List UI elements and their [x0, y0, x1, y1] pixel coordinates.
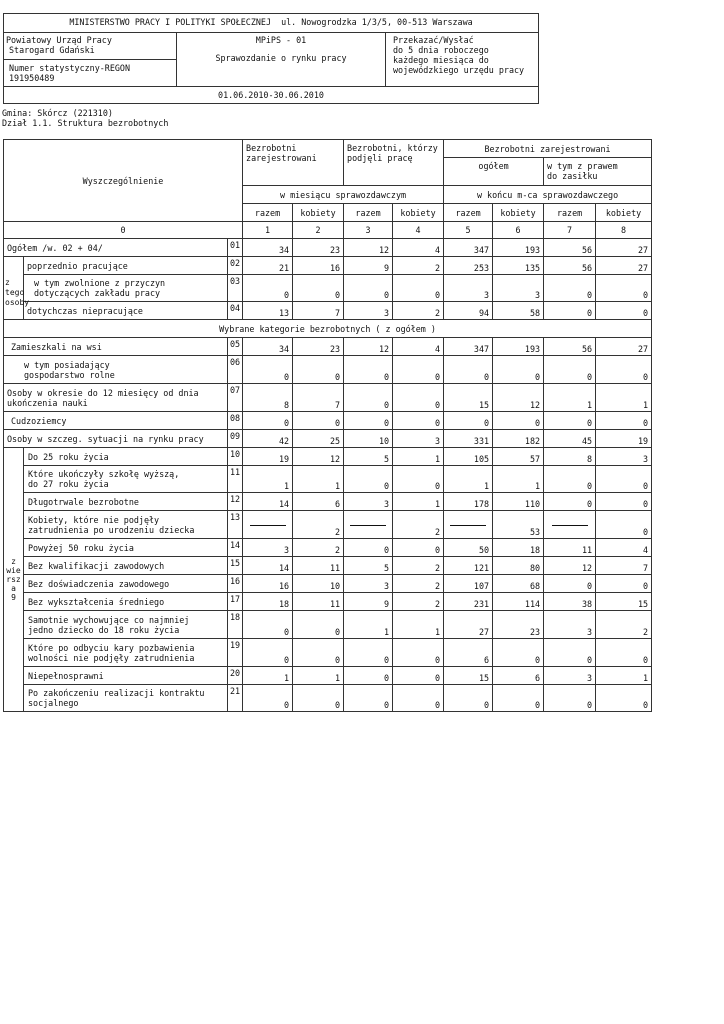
value-cell: 11: [293, 557, 344, 575]
value-cell: 231: [444, 593, 493, 611]
value-cell: 0: [344, 275, 393, 302]
value-cell: 5: [344, 557, 393, 575]
value-cell: 0: [493, 639, 544, 667]
table-row: [4, 685, 652, 712]
value-cell: 1: [243, 667, 293, 685]
value-cell: 0: [344, 667, 393, 685]
value-cell: 0: [596, 575, 652, 593]
value-cell: 2: [393, 593, 444, 611]
value-cell: 3: [544, 667, 596, 685]
section-title: Dział 1.1. Struktura bezrobotnych: [2, 118, 169, 128]
row-number: 07: [228, 384, 243, 412]
value-cell: 0: [544, 639, 596, 667]
subheader-kobiety: kobiety: [596, 204, 652, 222]
table-row: [4, 320, 652, 338]
table-row: [4, 430, 652, 448]
value-cell: 12: [493, 384, 544, 412]
value-cell: 0: [596, 275, 652, 302]
row-label: poprzednio pracujące: [24, 257, 228, 275]
value-cell: 0: [393, 685, 444, 712]
value-cell: 10: [293, 575, 344, 593]
value-cell: 193: [493, 338, 544, 356]
value-cell: 114: [493, 593, 544, 611]
empty-dash-cell: [344, 511, 393, 539]
value-cell: 0: [344, 466, 393, 493]
row-label: Samotnie wychowujące co najmniej jedno dziecko do 18 roku życia: [24, 611, 228, 639]
value-cell: 0: [493, 412, 544, 430]
row-label: Po zakończeniu realizacji kontraktu socjalnego: [24, 685, 228, 712]
row-label: Osoby w okresie do 12 miesięcy od dnia ukończenia nauki: [4, 384, 228, 412]
value-cell: 1: [596, 667, 652, 685]
subheader-kobiety: kobiety: [493, 204, 544, 222]
subheader-razem: razem: [243, 204, 293, 222]
send-instruction-2: do 5 dnia roboczego: [393, 45, 489, 55]
value-cell: 56: [544, 338, 596, 356]
table-row: [4, 493, 652, 511]
value-cell: 3: [544, 611, 596, 639]
dash-line: [450, 525, 486, 526]
value-cell: 53: [493, 511, 544, 539]
table-row: [4, 384, 652, 412]
row-label: Które ukończyły szkołę wyższą, do 27 roku życia: [24, 466, 228, 493]
row-label: Które po odbyciu kary pozbawienia wolności nie podjęły zatrudnienia: [24, 639, 228, 667]
column-number: 5: [444, 222, 493, 239]
value-cell: 6: [493, 667, 544, 685]
value-cell: 1: [444, 466, 493, 493]
value-cell: 0: [493, 356, 544, 384]
value-cell: 6: [444, 639, 493, 667]
table-row: [4, 557, 652, 575]
row-number: 20: [228, 667, 243, 685]
value-cell: 0: [344, 356, 393, 384]
table-row: [4, 611, 652, 639]
value-cell: 0: [444, 356, 493, 384]
value-cell: 0: [596, 302, 652, 320]
value-cell: 0: [544, 685, 596, 712]
value-cell: 12: [344, 239, 393, 257]
header-w-miesiacu: w miesiącu sprawozdawczym: [243, 186, 444, 204]
send-instruction-4: wojewódzkiego urzędu pracy: [393, 65, 525, 75]
value-cell: 0: [544, 575, 596, 593]
table-row: [4, 275, 652, 302]
header-zarejestrowani: Bezrobotni zarejestrowani: [243, 140, 344, 186]
value-cell: 193: [493, 239, 544, 257]
value-cell: 182: [493, 430, 544, 448]
empty-dash-cell: [544, 511, 596, 539]
row-label: Osoby w szczeg. sytuacji na rynku pracy: [4, 430, 228, 448]
value-cell: 8: [243, 384, 293, 412]
subheader-razem: razem: [444, 204, 493, 222]
value-cell: 105: [444, 448, 493, 466]
value-cell: 1: [393, 493, 444, 511]
value-cell: 2: [393, 302, 444, 320]
value-cell: 38: [544, 593, 596, 611]
table-row: [4, 667, 652, 685]
regon-number: 191950489: [9, 73, 55, 83]
value-cell: 0: [544, 493, 596, 511]
value-cell: 1: [544, 384, 596, 412]
row-number: 04: [228, 302, 243, 320]
column-number: 3: [344, 222, 393, 239]
value-cell: 12: [344, 338, 393, 356]
value-cell: 18: [493, 539, 544, 557]
value-cell: 1: [293, 466, 344, 493]
value-cell: 0: [344, 384, 393, 412]
row-number: 12: [228, 493, 243, 511]
value-cell: 7: [596, 557, 652, 575]
row-label: Ogółem /w. 02 + 04/: [4, 239, 228, 257]
value-cell: 0: [393, 466, 444, 493]
table-row: [4, 356, 652, 384]
value-cell: 3: [243, 539, 293, 557]
value-cell: 0: [596, 466, 652, 493]
value-cell: 0: [544, 302, 596, 320]
value-cell: 19: [243, 448, 293, 466]
value-cell: 25: [293, 430, 344, 448]
row-number: 18: [228, 611, 243, 639]
row-label: Bez doświadczenia zawodowego: [24, 575, 228, 593]
value-cell: 2: [293, 539, 344, 557]
value-cell: 0: [596, 493, 652, 511]
value-cell: 0: [243, 275, 293, 302]
value-cell: 0: [393, 412, 444, 430]
value-cell: 121: [444, 557, 493, 575]
value-cell: 0: [444, 685, 493, 712]
value-cell: 0: [444, 412, 493, 430]
office-city: Starogard Gdański: [9, 45, 95, 55]
value-cell: 27: [596, 257, 652, 275]
table-row: [4, 239, 652, 257]
column-number: 2: [293, 222, 344, 239]
z-wiersza-9-label: z wie rsz a 9: [4, 448, 24, 712]
value-cell: 0: [243, 611, 293, 639]
value-cell: 0: [293, 611, 344, 639]
header-ogolem: ogółem: [444, 158, 544, 186]
value-cell: 9: [344, 257, 393, 275]
value-cell: 57: [493, 448, 544, 466]
value-cell: 178: [444, 493, 493, 511]
table-row: [4, 140, 652, 158]
value-cell: 2: [293, 511, 344, 539]
value-cell: 0: [393, 356, 444, 384]
value-cell: 80: [493, 557, 544, 575]
table-row: [4, 593, 652, 611]
dash-line: [250, 525, 286, 526]
value-cell: 56: [544, 257, 596, 275]
value-cell: 4: [596, 539, 652, 557]
column-number: 7: [544, 222, 596, 239]
row-label: Bez wykształcenia średniego: [24, 593, 228, 611]
value-cell: 3: [596, 448, 652, 466]
value-cell: 0: [243, 639, 293, 667]
regon-label: Numer statystyczny-REGON: [9, 63, 131, 73]
value-cell: 4: [393, 338, 444, 356]
form-code: MPiPS - 01: [255, 35, 307, 45]
row-label: dotychczas niepracujące: [24, 302, 228, 320]
row-number: 02: [228, 257, 243, 275]
form-title: Sprawozdanie o rynku pracy: [215, 53, 347, 63]
subheader-razem: razem: [544, 204, 596, 222]
value-cell: 34: [243, 338, 293, 356]
report-period: 01.06.2010-30.06.2010: [218, 90, 324, 100]
row-number: 03: [228, 275, 243, 302]
value-cell: 135: [493, 257, 544, 275]
value-cell: 1: [344, 611, 393, 639]
row-number: 19: [228, 639, 243, 667]
value-cell: 10: [344, 430, 393, 448]
value-cell: 27: [596, 239, 652, 257]
value-cell: 0: [344, 685, 393, 712]
value-cell: 0: [544, 356, 596, 384]
row-number: 01: [228, 239, 243, 257]
send-instruction-1: Przekazać/Wysłać: [393, 35, 474, 45]
value-cell: 0: [393, 539, 444, 557]
empty-dash-cell: [243, 511, 293, 539]
header-podjeli-prace: Bezrobotni, którzy podjęli pracę: [344, 140, 444, 186]
row-number: 21: [228, 685, 243, 712]
row-label: w tym posiadający gospodarstwo rolne: [4, 356, 228, 384]
value-cell: 23: [293, 239, 344, 257]
value-cell: 9: [344, 593, 393, 611]
column-number: 1: [243, 222, 293, 239]
value-cell: 16: [243, 575, 293, 593]
row-label: Zamieszkali na wsi: [4, 338, 228, 356]
column-number: 6: [493, 222, 544, 239]
value-cell: 0: [393, 639, 444, 667]
row-number: 11: [228, 466, 243, 493]
value-cell: 11: [293, 593, 344, 611]
row-label: Bez kwalifikacji zawodowych: [24, 557, 228, 575]
header-zarejestrowani-koniec: Bezrobotni zarejestrowani: [444, 140, 652, 158]
table-row: [4, 539, 652, 557]
row-label: Kobiety, które nie podjęły zatrudnienia po urodzeniu dziecka: [24, 511, 228, 539]
row-number: 17: [228, 593, 243, 611]
value-cell: 58: [493, 302, 544, 320]
value-cell: 3: [393, 430, 444, 448]
value-cell: 1: [493, 466, 544, 493]
value-cell: 2: [596, 611, 652, 639]
column-number: 0: [4, 222, 243, 239]
value-cell: 347: [444, 239, 493, 257]
value-cell: 68: [493, 575, 544, 593]
value-cell: 3: [344, 493, 393, 511]
value-cell: 0: [243, 685, 293, 712]
form-header: [3, 13, 539, 104]
row-label: Cudzoziemcy: [4, 412, 228, 430]
column-number: 8: [596, 222, 652, 239]
section-heading: Wybrane kategorie bezrobotnych ( z ogółem ): [4, 320, 652, 338]
value-cell: 56: [544, 239, 596, 257]
value-cell: 110: [493, 493, 544, 511]
table-row: [4, 511, 652, 539]
value-cell: 0: [344, 539, 393, 557]
value-cell: 331: [444, 430, 493, 448]
value-cell: 0: [393, 667, 444, 685]
row-number: 09: [228, 430, 243, 448]
row-number: 08: [228, 412, 243, 430]
value-cell: 0: [493, 685, 544, 712]
table-row: [4, 302, 652, 320]
table-row: [4, 412, 652, 430]
subheader-razem: razem: [344, 204, 393, 222]
value-cell: 23: [293, 338, 344, 356]
value-cell: 42: [243, 430, 293, 448]
value-cell: 0: [596, 685, 652, 712]
value-cell: 18: [243, 593, 293, 611]
send-instruction-3: każdego miesiąca do: [393, 55, 489, 65]
table-row: [4, 575, 652, 593]
row-label: Powyżej 50 roku życia: [24, 539, 228, 557]
row-label: Długotrwale bezrobotne: [24, 493, 228, 511]
row-number: 15: [228, 557, 243, 575]
value-cell: 14: [243, 557, 293, 575]
empty-dash-cell: [444, 511, 493, 539]
value-cell: 5: [344, 448, 393, 466]
table-row: [4, 448, 652, 466]
value-cell: 2: [393, 511, 444, 539]
value-cell: 7: [293, 302, 344, 320]
gmina-info: [2, 108, 168, 128]
value-cell: 0: [596, 511, 652, 539]
value-cell: 12: [293, 448, 344, 466]
value-cell: 8: [544, 448, 596, 466]
subheader-kobiety: kobiety: [293, 204, 344, 222]
value-cell: 1: [393, 448, 444, 466]
z-tego-osoby-label: z tego osoby: [4, 257, 24, 320]
table-row: [4, 257, 652, 275]
value-cell: 0: [293, 685, 344, 712]
value-cell: 3: [493, 275, 544, 302]
value-cell: 16: [293, 257, 344, 275]
value-cell: 14: [243, 493, 293, 511]
value-cell: 0: [393, 275, 444, 302]
subheader-kobiety: kobiety: [393, 204, 444, 222]
value-cell: 50: [444, 539, 493, 557]
value-cell: 0: [293, 356, 344, 384]
value-cell: 1: [596, 384, 652, 412]
value-cell: 6: [293, 493, 344, 511]
value-cell: 13: [243, 302, 293, 320]
value-cell: 15: [444, 667, 493, 685]
value-cell: 0: [243, 356, 293, 384]
value-cell: 0: [544, 466, 596, 493]
value-cell: 1: [293, 667, 344, 685]
value-cell: 3: [344, 302, 393, 320]
value-cell: 253: [444, 257, 493, 275]
dash-line: [552, 525, 588, 526]
row-label: w tym zwolnione z przyczyn dotyczących zakładu pracy: [24, 275, 228, 302]
office-name: Powiatowy Urząd Pracy: [6, 35, 112, 45]
header-prawo-do-zasilku: w tym z prawem do zasiłku: [544, 158, 652, 186]
value-cell: 11: [544, 539, 596, 557]
value-cell: 15: [444, 384, 493, 412]
value-cell: 4: [393, 239, 444, 257]
row-number: 05: [228, 338, 243, 356]
row-number: 10: [228, 448, 243, 466]
value-cell: 21: [243, 257, 293, 275]
gmina-name: Gmina: Skórcz (221310): [2, 108, 113, 118]
value-cell: 94: [444, 302, 493, 320]
value-cell: 0: [596, 639, 652, 667]
header-koniec-miesiaca: w końcu m-ca sprawozdawczego: [444, 186, 652, 204]
ministry-title: MINISTERSTWO PRACY I POLITYKI SPOŁECZNEJ ul. Nowogrodzka 1/3/5, 00-513 Warszawa: [69, 17, 473, 27]
value-cell: 2: [393, 575, 444, 593]
row-number: 13: [228, 511, 243, 539]
value-cell: 0: [544, 275, 596, 302]
table-row: [4, 338, 652, 356]
header-wyszczegolnienie: Wyszczególnienie: [4, 140, 243, 222]
value-cell: 3: [444, 275, 493, 302]
value-cell: 23: [493, 611, 544, 639]
value-cell: 15: [596, 593, 652, 611]
value-cell: 27: [596, 338, 652, 356]
value-cell: 19: [596, 430, 652, 448]
value-cell: 27: [444, 611, 493, 639]
column-number: 4: [393, 222, 444, 239]
value-cell: 0: [293, 275, 344, 302]
value-cell: 1: [393, 611, 444, 639]
row-number: 14: [228, 539, 243, 557]
value-cell: 0: [293, 412, 344, 430]
value-cell: 0: [243, 412, 293, 430]
value-cell: 0: [293, 639, 344, 667]
dash-line: [350, 525, 386, 526]
value-cell: 107: [444, 575, 493, 593]
value-cell: 0: [596, 412, 652, 430]
table-row: [4, 222, 652, 239]
value-cell: 0: [393, 384, 444, 412]
table-row: [4, 466, 652, 493]
value-cell: 34: [243, 239, 293, 257]
value-cell: 7: [293, 384, 344, 412]
value-cell: 3: [344, 575, 393, 593]
value-cell: 2: [393, 257, 444, 275]
row-label: Niepełnosprawni: [24, 667, 228, 685]
value-cell: 347: [444, 338, 493, 356]
unemployment-structure-table: [3, 139, 652, 712]
table-row: [4, 639, 652, 667]
value-cell: 12: [544, 557, 596, 575]
value-cell: 0: [544, 412, 596, 430]
value-cell: 0: [596, 356, 652, 384]
row-number: 16: [228, 575, 243, 593]
value-cell: 0: [344, 412, 393, 430]
value-cell: 45: [544, 430, 596, 448]
row-label: Do 25 roku życia: [24, 448, 228, 466]
value-cell: 0: [344, 639, 393, 667]
value-cell: 1: [243, 466, 293, 493]
row-number: 06: [228, 356, 243, 384]
value-cell: 2: [393, 557, 444, 575]
